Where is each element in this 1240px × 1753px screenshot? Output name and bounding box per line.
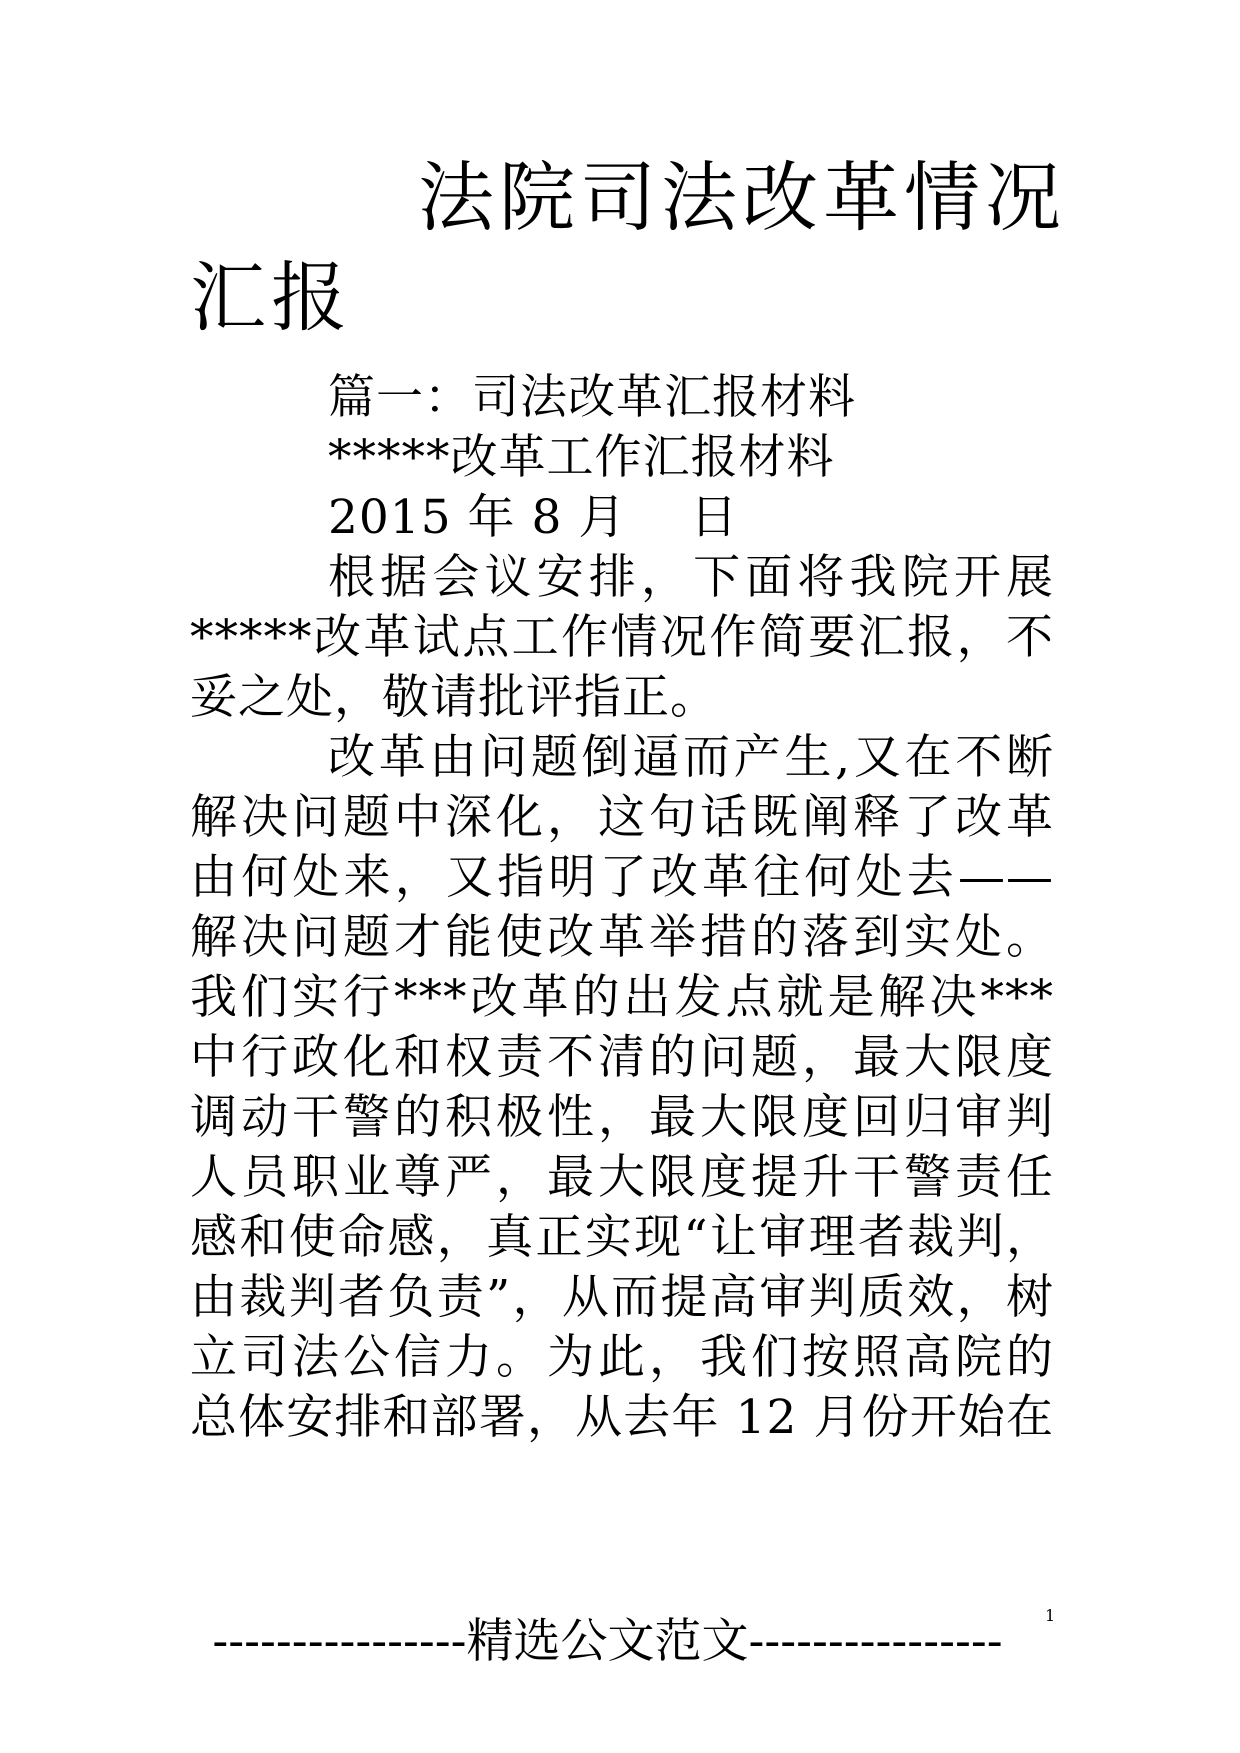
sub-heading: *****改革工作汇报材料 <box>328 430 835 485</box>
page-number: 1 <box>1045 1606 1056 1625</box>
paragraph-2-line: 中行政化和权责不清的问题，最大限度 <box>190 1030 1054 1085</box>
document-date: 2015 年 8 月 日 <box>328 490 739 545</box>
paragraph-2-line: 解决问题中深化，这句话既阐释了改革 <box>190 790 1054 845</box>
paragraph-2-line: 由裁判者负责”，从而提高审判质效，树 <box>190 1270 1054 1325</box>
section-heading: 篇一：司法改革汇报材料 <box>328 370 856 425</box>
paragraph-1-line: 妥之处，敬请批评指正。 <box>190 670 718 725</box>
paragraph-2-line: 改革由问题倒逼而产生,又在不断 <box>328 730 1054 785</box>
paragraph-2-line: 我们实行***改革的出发点就是解决*** <box>190 970 1054 1025</box>
paragraph-2-line: 由何处来，又指明了改革往何处去—— <box>190 850 1054 905</box>
paragraph-2-line: 总体安排和部署，从去年 12 月份开始在 <box>190 1390 1054 1445</box>
document-title-line-2: 汇报 <box>190 253 352 342</box>
paragraph-1-line: *****改革试点工作情况作简要汇报，不 <box>190 610 1054 665</box>
paragraph-2-line: 解决问题才能使改革举措的落到实处。 <box>190 910 1054 965</box>
document-title-line-1: 法院司法改革情况 <box>418 153 1066 242</box>
paragraph-2-line: 立司法公信力。为此，我们按照高院的 <box>190 1330 1054 1385</box>
paragraph-1-line: 根据会议安排，下面将我院开展 <box>328 550 1054 605</box>
paragraph-2-line: 感和使命感，真正实现“让审理者裁判， <box>190 1210 1054 1265</box>
paragraph-2-line: 调动干警的积极性，最大限度回归审判 <box>190 1090 1054 1145</box>
footer-text: ----------------精选公文范文---------------- <box>212 1614 1003 1669</box>
paragraph-2-line: 人员职业尊严，最大限度提升干警责任 <box>190 1150 1054 1205</box>
